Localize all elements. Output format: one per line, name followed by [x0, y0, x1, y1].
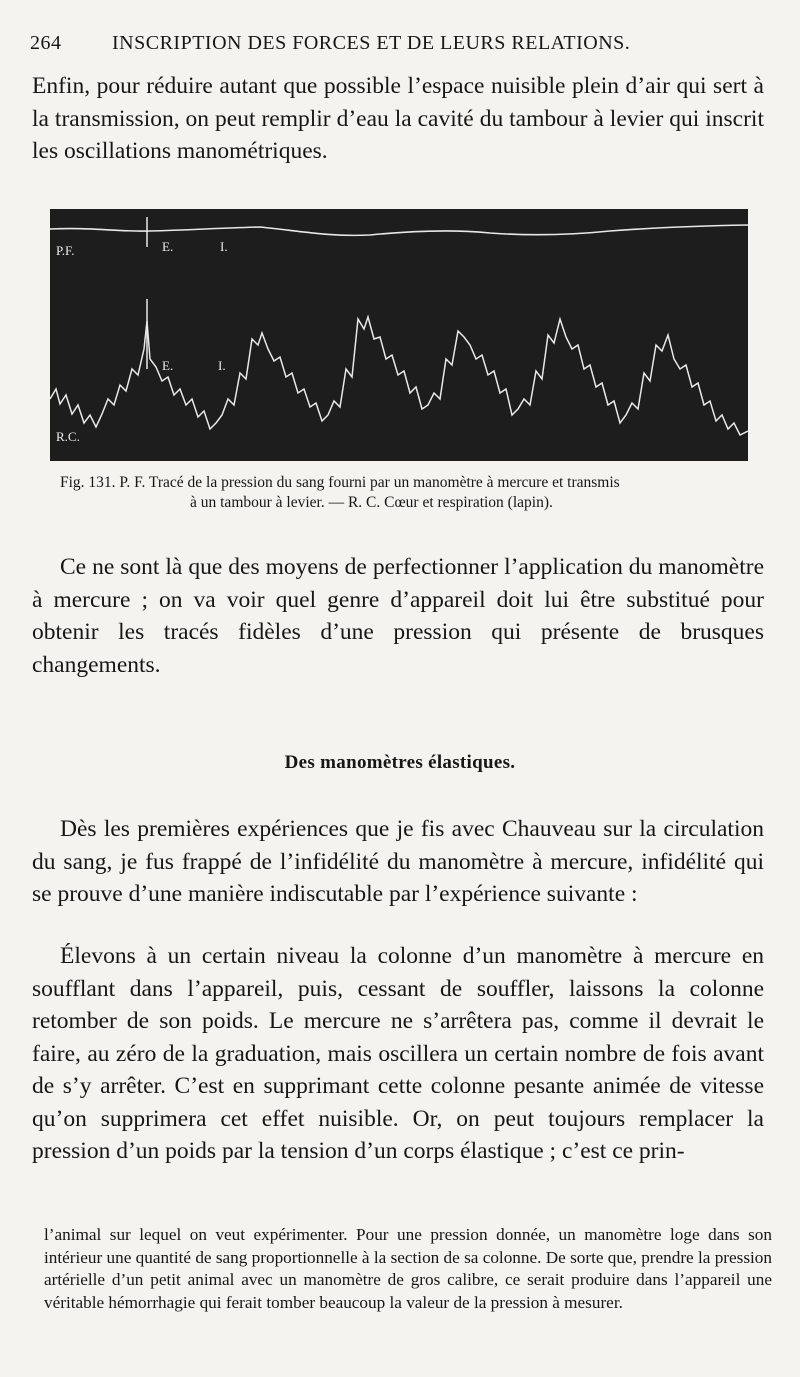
- label-i-top: I.: [220, 239, 228, 254]
- paragraph-3: Dès les premières expériences que je fis avec Chauveau sur la circulation du sang, je fus frappé de l’infidélité du manomètre à mercure, infidélité qui se prouve d’une manière indiscutable par l’expérience suivante :: [32, 816, 764, 907]
- paragraph-1: Enfin, pour réduire autant que possible l’espace nuisible plein d’air qui sert à la transmission, on peut remplir d’eau la cavité du tambour à levier qui inscrit les oscillations manométriques.: [32, 73, 764, 164]
- rc-heart-respiration-trace: [50, 317, 748, 435]
- page-number: 264: [30, 32, 62, 54]
- label-pf: P.F.: [56, 243, 75, 258]
- caption-line-2: à un tambour à levier. — R. C. Cœur et respiration (lapin).: [190, 494, 553, 511]
- tracing-svg: [50, 209, 748, 461]
- label-rc: R.C.: [56, 429, 80, 444]
- figure-131-tracing: [50, 209, 748, 461]
- footnote: l’animal sur lequel on veut expérimenter. Pour une pression donnée, un manomètre loge dans son intérieur une quantité de sang proportionnelle à la section de sa colonne. De sorte que, prendre la pression artérielle d’un petit animal avec un manomètre de gros calibre, ce serait produire dans l’appareil une véritable hémorrhagie qui ferait tomber beaucoup la valeur de la pression à mesurer.: [44, 1225, 772, 1312]
- section-heading: Des manomètres élastiques.: [284, 752, 516, 773]
- label-e-top: E.: [162, 239, 174, 254]
- paragraph-2: Ce ne sont là que des moyens de perfectionner l’application du manomètre à mercure ; on va voir quel genre d’appareil doit lui être substitué pour obtenir les tracés fidèles d’une pression qui présente de brusques changements.: [32, 554, 764, 678]
- label-i-bottom: I.: [218, 358, 226, 373]
- figure-caption: [60, 473, 760, 513]
- label-e-bottom: E.: [162, 358, 174, 373]
- page-header: [30, 32, 770, 62]
- caption-line-1: Fig. 131. P. F. Tracé de la pression du sang fourni par un manomètre à mercure et transmis: [60, 474, 620, 491]
- pf-pressure-trace: [50, 225, 748, 235]
- running-title: INSCRIPTION DES FORCES ET DE LEURS RELATIONS.: [112, 32, 631, 54]
- paragraph-4: Élevons à un certain niveau la colonne d’un manomètre à mercure en soufflant dans l’appareil, puis, cessant de souffler, laissons la colonne retomber de son poids. Le mercure ne s’arrêtera pas, comme il devrait le faire, au zéro de la graduation, mais oscillera un certain nombre de fois avant de s’y arrêter. C’est en supprimant cette colonne pesante animée de vitesse qu’on supprimera cet effet nuisible. Or, on peut toujours remplacer la pression d’un poids par la tension d’un corps élastique ; c’est ce prin-: [32, 943, 764, 1164]
